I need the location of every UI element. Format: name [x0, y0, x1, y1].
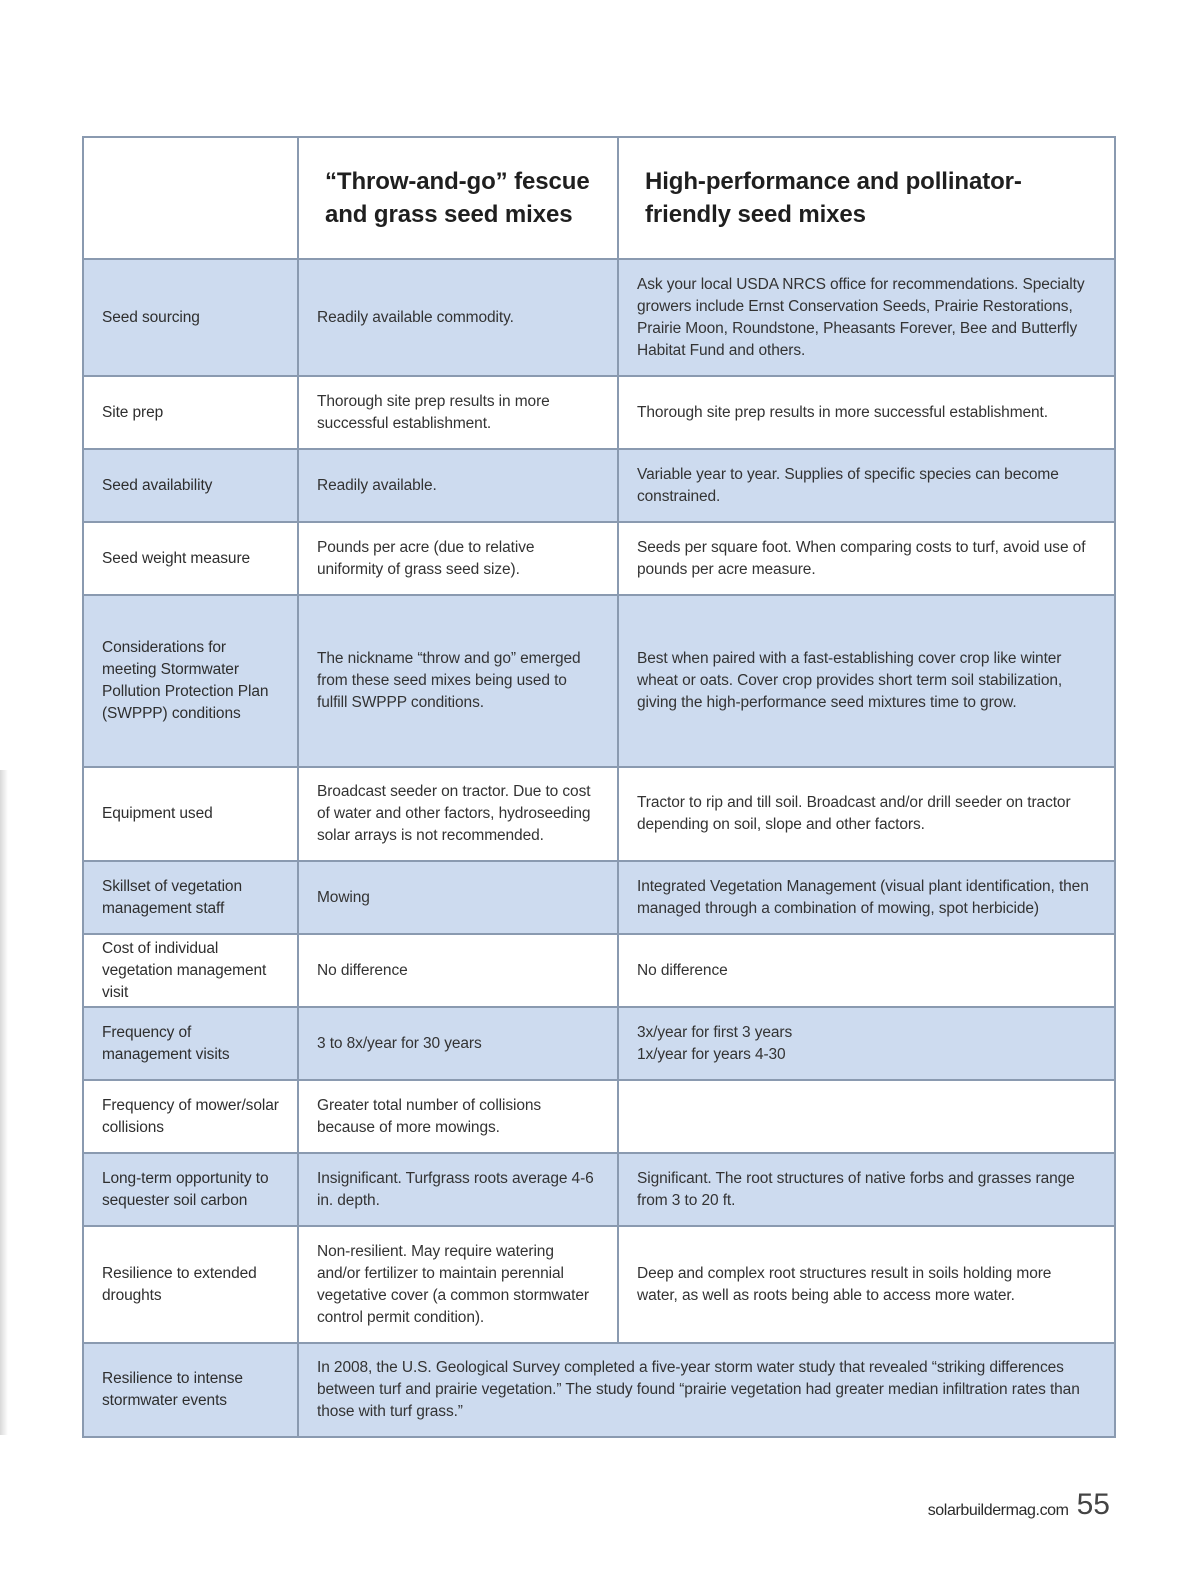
row-label: Frequency of management visits	[83, 1007, 298, 1080]
throw-and-go-cell: Thorough site prep results in more successful establishment.	[298, 376, 618, 449]
table-row	[83, 1343, 1115, 1437]
header-throw-and-go: “Throw-and-go” fescue and grass seed mixes	[298, 137, 618, 259]
throw-and-go-cell: Mowing	[298, 861, 618, 934]
visit-frequency-line: 3x/year for first 3 years	[637, 1023, 793, 1041]
throw-and-go-cell: 3 to 8x/year for 30 years	[298, 1007, 618, 1080]
table-row	[83, 522, 1115, 595]
throw-and-go-cell: Non-resilient. May require watering and/or fertilizer to maintain perennial vegetative cover (a common stormwater control permit condition).	[298, 1226, 618, 1343]
row-label: Seed availability	[83, 449, 298, 522]
throw-and-go-cell: Greater total number of collisions because of more mowings.	[298, 1080, 618, 1153]
high-performance-cell: Deep and complex root structures result in soils holding more water, as well as roots being able to access more water.	[618, 1226, 1115, 1343]
merged-study-cell: In 2008, the U.S. Geological Survey completed a five-year storm water study that revealed “striking differences between turf and prairie vegetation.” The study found “prairie vegetation had greater median infiltration rates than those with turf grass.”	[298, 1343, 1115, 1437]
page-edge-shadow	[0, 770, 8, 1435]
throw-and-go-cell: Insignificant. Turfgrass roots average 4-6 in. depth.	[298, 1153, 618, 1226]
throw-and-go-cell: The nickname “throw and go” emerged from these seed mixes being used to fulfill SWPPP conditions.	[298, 595, 618, 767]
row-label: Resilience to intense stormwater events	[83, 1343, 298, 1437]
site-url: solarbuildermag.com	[927, 1502, 1069, 1519]
high-performance-cell	[618, 1007, 1115, 1080]
throw-and-go-cell: Readily available commodity.	[298, 259, 618, 376]
table-row	[83, 449, 1115, 522]
row-label: Skillset of vegetation management staff	[83, 861, 298, 934]
throw-and-go-cell: Readily available.	[298, 449, 618, 522]
high-performance-cell: Thorough site prep results in more successful establishment.	[618, 376, 1115, 449]
high-performance-cell: Integrated Vegetation Management (visual plant identification, then managed through a combination of mowing, spot herbicide)	[618, 861, 1115, 934]
high-performance-cell: No difference	[618, 934, 1115, 1007]
table-row	[83, 1007, 1115, 1080]
row-label: Seed weight measure	[83, 522, 298, 595]
page-footer	[928, 1490, 1110, 1520]
table-row	[83, 934, 1115, 1007]
high-performance-cell: Seeds per square foot. When comparing costs to turf, avoid use of pounds per acre measure.	[618, 522, 1115, 595]
throw-and-go-cell: Broadcast seeder on tractor. Due to cost of water and other factors, hydroseeding solar arrays is not recommended.	[298, 767, 618, 861]
high-performance-cell: Significant. The root structures of native forbs and grasses range from 3 to 20 ft.	[618, 1153, 1115, 1226]
high-performance-cell	[618, 1080, 1115, 1153]
table-row	[83, 1226, 1115, 1343]
header-high-performance: High-performance and pollinator-friendly seed mixes	[618, 137, 1115, 259]
page-number: 55	[1076, 1488, 1110, 1521]
visit-frequency-line: 1x/year for years 4-30	[637, 1045, 786, 1063]
high-performance-cell: Tractor to rip and till soil. Broadcast and/or drill seeder on tractor depending on soil, slope and other factors.	[618, 767, 1115, 861]
high-performance-cell: Ask your local USDA NRCS office for recommendations. Specialty growers include Ernst Conservation Seeds, Prairie Restorations, Prairie Moon, Roundstone, Pheasants Forever, Bee and Butterfly Habitat Fund and others.	[618, 259, 1115, 376]
row-label: Long-term opportunity to sequester soil carbon	[83, 1153, 298, 1226]
table-row	[83, 1080, 1115, 1153]
header-empty-cell	[83, 137, 298, 259]
table-row	[83, 376, 1115, 449]
row-label: Site prep	[83, 376, 298, 449]
table-header-row	[83, 137, 1115, 259]
table-row	[83, 595, 1115, 767]
row-label: Frequency of mower/solar collisions	[83, 1080, 298, 1153]
seed-mix-comparison-table	[82, 136, 1116, 1438]
row-label: Equipment used	[83, 767, 298, 861]
row-label: Considerations for meeting Stormwater Pollution Protection Plan (SWPPP) conditions	[83, 595, 298, 767]
throw-and-go-cell: Pounds per acre (due to relative uniformity of grass seed size).	[298, 522, 618, 595]
row-label: Seed sourcing	[83, 259, 298, 376]
table-row	[83, 861, 1115, 934]
high-performance-cell: Best when paired with a fast-establishing cover crop like winter wheat or oats. Cover crop provides short term soil stabilization, giving the high-performance seed mixtures time to grow.	[618, 595, 1115, 767]
table-row	[83, 1153, 1115, 1226]
row-label: Cost of individual vegetation management visit	[83, 934, 298, 1007]
high-performance-cell: Variable year to year. Supplies of specific species can become constrained.	[618, 449, 1115, 522]
table-row	[83, 259, 1115, 376]
table-row	[83, 767, 1115, 861]
row-label: Resilience to extended droughts	[83, 1226, 298, 1343]
throw-and-go-cell: No difference	[298, 934, 618, 1007]
